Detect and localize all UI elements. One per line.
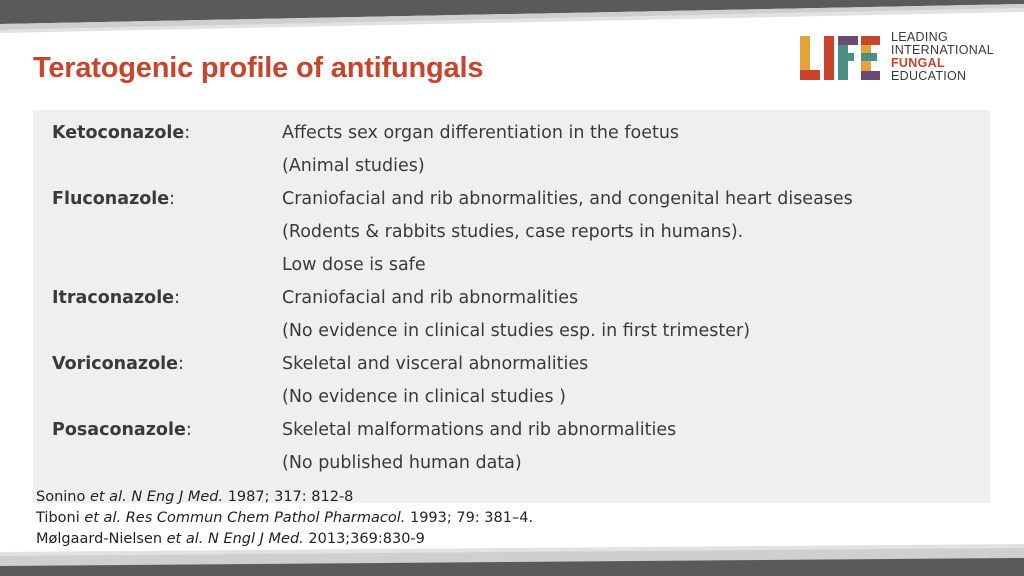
drug-name-label: [52, 414, 192, 447]
drug-row: [52, 315, 972, 348]
drug-name: Fluconazole: [52, 189, 170, 209]
drug-name-colon: :: [184, 123, 191, 143]
logo-line-education: EDUCATION: [891, 69, 967, 83]
logo-wordmark: [891, 31, 994, 83]
drug-effect-text: Craniofacial and rib abnormalities, and congenital heart diseases: [282, 189, 853, 209]
drug-effect-text: (No evidence in clinical studies esp. in first trimester): [282, 321, 751, 341]
drug-name: Posaconazole: [52, 420, 186, 440]
drug-effect-text: (No evidence in clinical studies ): [282, 387, 566, 407]
drug-row: [52, 150, 972, 183]
drug-effect-text: Low dose is safe: [282, 255, 426, 275]
reference-author: Sonino: [36, 489, 90, 505]
reference-etal: et al.: [89, 489, 127, 505]
drug-row: [52, 282, 972, 315]
drug-name-label: [52, 282, 180, 315]
reference-author: Mølgaard-Nielsen: [36, 531, 167, 547]
logo-line-international: INTERNATIONAL: [891, 43, 994, 57]
drug-effect-text: (Animal studies): [282, 156, 425, 176]
reference-details: 2013;369:830-9: [303, 531, 425, 547]
drug-effect-text: Affects sex organ differentiation in the foetus: [282, 123, 680, 143]
drug-name-colon: :: [174, 288, 180, 308]
page-title: Teratogenic profile of antifungals: [33, 52, 484, 84]
drug-name: Voriconazole: [52, 354, 178, 374]
reference-etal: et al.: [84, 510, 122, 526]
drug-row: [52, 381, 972, 414]
drug-name-label: [52, 183, 175, 216]
reference-details: 1987; 317: 812-8: [223, 489, 354, 505]
reference-item: [36, 508, 533, 529]
logo-line-fungal: FUNGAL: [891, 56, 945, 70]
reference-author: Tiboni: [36, 510, 85, 526]
life-logo: [798, 28, 1008, 88]
drug-name-colon: :: [185, 420, 192, 440]
drug-effect-text: (No published human data): [282, 453, 522, 473]
drug-row: [52, 447, 972, 480]
drug-name: Itraconazole: [52, 288, 175, 308]
drug-row: [52, 183, 972, 216]
drug-row: [52, 117, 972, 150]
drug-list: [52, 117, 972, 480]
drug-effect-text: Craniofacial and rib abnormalities: [282, 288, 579, 308]
drug-name-colon: :: [169, 189, 176, 209]
drug-row: [52, 348, 972, 381]
reference-journal: Res Commun Chem Pathol Pharmacol.: [121, 510, 406, 526]
reference-item: [36, 487, 533, 508]
drug-effect-text: Skeletal malformations and rib abnormalities: [282, 420, 677, 440]
drug-name-label: [52, 117, 190, 150]
drug-row: [52, 216, 972, 249]
drug-row: [52, 249, 972, 282]
logo-line-leading: LEADING: [891, 30, 948, 44]
drug-name-label: [52, 348, 184, 381]
drug-effect-text: (Rodents & rabbits studies, case reports in humans).: [282, 222, 744, 242]
drug-row: [52, 414, 972, 447]
drug-effect-text: Skeletal and visceral abnormalities: [282, 354, 589, 374]
drug-name: Ketoconazole: [52, 123, 185, 143]
bottom-decorative-band: [0, 536, 1024, 576]
reference-details: 1993; 79: 381–4.: [405, 510, 534, 526]
drug-name-colon: :: [177, 354, 184, 374]
reference-etal: et al.: [166, 531, 204, 547]
reference-journal: N Engl J Med.: [203, 531, 304, 547]
content-panel: [33, 110, 990, 503]
life-logo-mark: [798, 32, 882, 84]
reference-journal: N Eng J Med.: [126, 489, 224, 505]
